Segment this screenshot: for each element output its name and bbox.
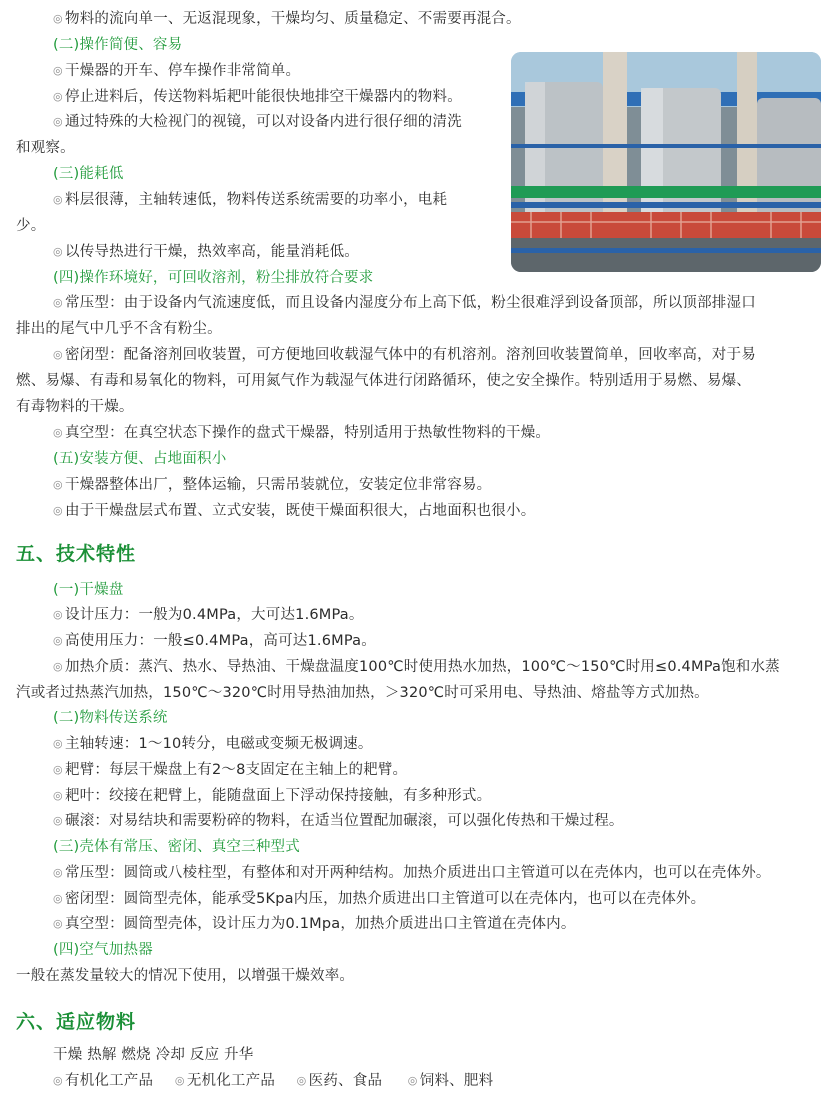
paragraph-line: ◎ 以传导热进行干燥，热效率高，能量消耗低。	[53, 244, 359, 260]
subheading-drying-tray: (一)干燥盘	[53, 582, 124, 598]
paragraph-line: ◎ 干燥器整体出厂，整体运输，只需吊装就位，安装定位非常容易。	[53, 477, 492, 493]
paragraph-line: ◎ 真空型：圆筒型壳体，设计压力为0.1Mpa，加热介质进出口主管道在壳体内。	[53, 916, 576, 932]
paragraph-line: ◎ 干燥器的开车、停车操作非常简单。	[53, 63, 301, 79]
material-item: 无机化工产品	[186, 1073, 276, 1089]
paragraph-line: ◎ 真空型：在真空状态下操作的盘式干燥器，特别适用于热敏性物料的干燥。	[53, 425, 551, 441]
paragraph-line: 有毒物料的干燥。	[16, 399, 134, 415]
bullet-icon: ◎	[53, 426, 63, 439]
paragraph-line: ◎ 耙臂：每层干燥盘上有2～8支固定在主轴上的耙臂。	[53, 762, 408, 778]
paragraph-line: 少。	[16, 218, 46, 234]
material-item: 医药、食品	[308, 1073, 383, 1089]
paragraph-line: 排出的尾气中几乎不含有粉尘。	[16, 321, 222, 337]
paragraph-line: 干燥 热解 燃烧 冷却 反应 升华	[53, 1047, 254, 1063]
subheading-energy: (三)能耗低	[53, 166, 124, 182]
subheading-transfer-system: (二)物料传送系统	[53, 710, 168, 726]
bullet-icon: ◎	[53, 892, 63, 905]
bullet-icon: ◎	[53, 660, 63, 673]
material-item: 饲料、肥料	[419, 1073, 494, 1089]
paragraph-line: ◎ 主轴转速：1～10转分，电磁或变频无极调速。	[53, 736, 373, 752]
bullet-icon: ◎	[53, 634, 63, 647]
paragraph-line: 和观察。	[16, 140, 75, 156]
paragraph-line: ◎ 密闭型：配备溶剂回收装置，可方便地回收载湿气体中的有机溶剂。溶剂回收装置简单，回收率高，对于易	[53, 347, 756, 363]
paragraph-line: ◎ 耙叶：绞接在耙臂上，能随盘面上下浮动保持接触，有多种形式。	[53, 788, 492, 804]
bullet-icon: ◎	[53, 504, 63, 517]
subheading-air-heater: (四)空气加热器	[53, 942, 153, 958]
bullet-icon: ◎	[53, 763, 63, 776]
paragraph-line: ◎ 物料的流向单一、无返混现象，干燥均匀、质量稳定、不需要再混合。	[53, 11, 521, 27]
bullet-icon: ◎	[53, 115, 63, 128]
section-heading-technical: 五、技术特性	[16, 543, 137, 565]
bullet-icon: ◎	[407, 1074, 418, 1087]
subheading-shell-types: (三)壳体有常压、密闭、真空三种型式	[53, 839, 300, 855]
paragraph-line: 一般在蒸发量较大的情况下使用，以增强干燥效率。	[16, 968, 355, 984]
paragraph-line: ◎ 设计压力：一般为0.4MPa，大可达1.6MPa。	[53, 607, 364, 623]
paragraph-line: ◎ 通过特殊的大检视门的视镜，可以对设备内进行很仔细的清洗	[53, 114, 462, 130]
subheading-operation: (二)操作简便、容易	[53, 37, 183, 53]
section-heading-materials: 六、适应物料	[16, 1011, 137, 1033]
paragraph-line: ◎ 加热介质：蒸汽、热水、导热油、干燥盘温度100℃时使用热水加热，100℃～150℃时用≤0.4MPa饱和水蒸	[53, 659, 780, 675]
dryer-plant-illustration	[511, 52, 821, 272]
paragraph-line: ◎ 碾滚：对易结块和需要粉碎的物料，在适当位置配加碾滚，可以强化传热和干燥过程。	[53, 813, 624, 829]
material-item: 有机化工产品	[65, 1073, 154, 1089]
paragraph-line: ◎ 由于干燥盘层式布置、立式安装，既使干燥面积很大，占地面积也很小。	[53, 503, 536, 519]
bullet-icon: ◎	[53, 814, 63, 827]
bullet-icon: ◎	[296, 1074, 307, 1087]
bullet-icon: ◎	[53, 193, 63, 206]
bullet-icon: ◎	[174, 1074, 185, 1087]
bullet-icon: ◎	[53, 478, 63, 491]
bullet-icon: ◎	[53, 789, 63, 802]
bullet-icon: ◎	[53, 608, 63, 621]
bullet-icon: ◎	[53, 64, 63, 77]
bullet-icon: ◎	[53, 737, 63, 750]
bullet-icon: ◎	[53, 245, 63, 258]
paragraph-line: ◎ 高使用压力：一般≤0.4MPa，高可达1.6MPa。	[53, 633, 376, 649]
industrial-dryer-photo	[511, 52, 821, 272]
subheading-environment: (四)操作环境好，可回收溶剂，粉尘排放符合要求	[53, 270, 374, 286]
bullet-icon: ◎	[53, 866, 63, 879]
bullet-icon: ◎	[53, 348, 63, 361]
paragraph-line: ◎ 常压型：圆筒或八棱柱型，有整体和对开两种结构。加热介质进出口主管道可以在壳体内，也可以在壳体外。	[53, 865, 771, 881]
bullet-icon: ◎	[53, 917, 63, 930]
materials-list	[16, 1071, 816, 1091]
paragraph-line: 汽或者过热蒸汽加热，150℃～320℃时用导热油加热，＞320℃时可采用电、导热油、熔盐等方式加热。	[16, 685, 709, 701]
paragraph-line: ◎ 停止进料后，传送物料垢耙叶能很快地排空干燥器内的物料。	[53, 89, 462, 105]
bullet-icon: ◎	[53, 90, 63, 103]
paragraph-line: ◎ 料层很薄，主轴转速低，物料传送系统需要的功率小，电耗	[53, 192, 448, 208]
paragraph-line: ◎ 常压型：由于设备内气流速度低，而且设备内湿度分布上高下低，粉尘很难浮到设备顶部，所以顶部排湿口	[53, 295, 756, 311]
bullet-icon: ◎	[53, 1074, 63, 1087]
bullet-icon: ◎	[53, 12, 63, 25]
subheading-installation: (五)安装方便、占地面积小	[53, 451, 227, 467]
paragraph-line: ◎ 密闭型：圆筒型壳体，能承受5Kpa内压，加热介质进出口主管道可以在壳体内，也可以在壳体外。	[53, 891, 706, 907]
bullet-icon: ◎	[53, 296, 63, 309]
paragraph-line: 燃、易爆、有毒和易氧化的物料，可用氮气作为载湿气体进行闭路循环，使之安全操作。特别适用于易燃、易爆、	[16, 373, 751, 389]
